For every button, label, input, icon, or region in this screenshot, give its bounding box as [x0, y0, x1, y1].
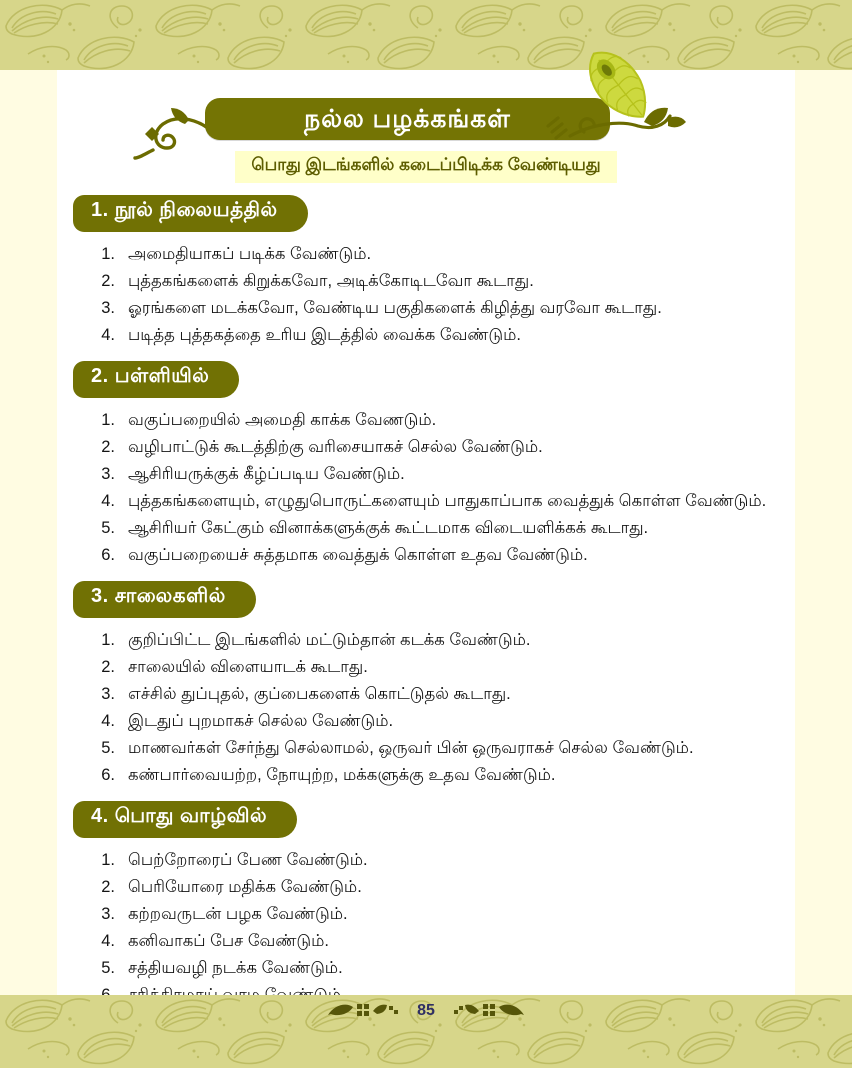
page-title: நல்ல பழக்கங்கள்: [205, 98, 610, 140]
page-number: 85: [417, 1002, 435, 1019]
leaf-vine-pattern-icon: [0, 0, 852, 70]
section-heading: 3. சாலைகளில்: [73, 581, 256, 618]
list-item-text: பெரியோரை மதிக்க வேண்டும்.: [128, 878, 362, 896]
list-item-number: 4.: [101, 326, 115, 344]
list-item: [85, 901, 795, 928]
list-item-number: 4.: [101, 492, 115, 510]
list-item-number: 1.: [101, 411, 115, 429]
list-item-text: ஓரங்களை மடக்கவோ, வேண்டிய பகுதிகளைக் கிழித்து வரவோ கூடாது.: [128, 299, 662, 317]
list-item-number: 3.: [101, 299, 115, 317]
list-item-text: எச்சில் துப்புதல், குப்பைகளைக் கொட்டுதல் கூடாது.: [128, 685, 511, 703]
list-item-text: பெற்றோரைப் பேண வேண்டும்.: [128, 851, 368, 869]
page-subtitle: பொது இடங்களில் கடைப்பிடிக்க வேண்டியது: [235, 151, 616, 183]
list-item-text: கற்றவருடன் பழக வேண்டும்.: [128, 905, 348, 923]
list-item-text: அமைதியாகப் படிக்க வேண்டும்.: [128, 245, 372, 263]
list-item-number: 5.: [101, 519, 115, 537]
scroll-ornament-icon: [327, 1002, 401, 1020]
list-item-number: 1.: [101, 245, 115, 263]
list-item: [85, 955, 795, 982]
section: [57, 801, 795, 1009]
list-item-number: 1.: [101, 851, 115, 869]
list-item-number: 5.: [101, 959, 115, 977]
peacock-feather-icon: [540, 40, 700, 150]
list-item: [85, 654, 795, 681]
top-border-band: [0, 0, 852, 70]
list-item-text: மாணவர்கள் சேர்ந்து செல்லாமல், ஒருவர் பின் ஒருவராகச் செல்ல வேண்டும்.: [128, 739, 694, 757]
list-item-text: ஆசிரியர் கேட்கும் வினாக்களுக்குக் கூட்டமாக விடையளிக்கக் கூடாது.: [128, 519, 649, 537]
bottom-border-band: [0, 995, 852, 1068]
list-item: [85, 241, 795, 268]
list-item-number: 5.: [101, 739, 115, 757]
section-item-list: [85, 407, 795, 569]
list-item: [85, 735, 795, 762]
list-item-number: 1.: [101, 631, 115, 649]
list-item-number: 3.: [101, 465, 115, 483]
list-item: [85, 847, 795, 874]
list-item-text: புத்தகங்களையும், எழுதுபொருட்களையும் பாதுகாப்பாக வைத்துக் கொள்ள வேண்டும்.: [128, 492, 767, 510]
title-row: [57, 98, 795, 142]
list-item: [85, 928, 795, 955]
list-item: [85, 295, 795, 322]
right-page-margin: [795, 70, 852, 995]
list-item-number: 3.: [101, 685, 115, 703]
list-item-text: குறிப்பிட்ட இடங்களில் மட்டும்தான் கடக்க வேண்டும்.: [128, 631, 531, 649]
list-item-number: 6.: [101, 766, 115, 784]
list-item-number: 2.: [101, 438, 115, 456]
list-item: [85, 874, 795, 901]
list-item: [85, 488, 795, 515]
section-item-list: [85, 847, 795, 1009]
sections: [57, 195, 795, 1009]
list-item-number: 2.: [101, 658, 115, 676]
list-item-text: புத்தகங்களைக் கிறுக்கவோ, அடிக்கோடிடவோ கூடாது.: [128, 272, 534, 290]
list-item-text: வகுப்பறையைச் சுத்தமாக வைத்துக் கொள்ள உதவ வேண்டும்.: [128, 546, 588, 564]
list-item-text: சத்தியவழி நடக்க வேண்டும்.: [128, 959, 343, 977]
list-item-number: 4.: [101, 932, 115, 950]
list-item: [85, 322, 795, 349]
list-item: [85, 708, 795, 735]
list-item-text: சாலையில் விளையாடக் கூடாது.: [128, 658, 368, 676]
list-item: [85, 407, 795, 434]
scroll-ornament-icon: [451, 1002, 525, 1020]
section: [57, 361, 795, 569]
list-item: [85, 627, 795, 654]
section-heading: 4. பொது வாழ்வில்: [73, 801, 297, 838]
list-item: [85, 515, 795, 542]
section-heading: 1. நூல் நிலையத்தில்: [73, 195, 308, 232]
list-item-text: கனிவாகப் பேச வேண்டும்.: [128, 932, 329, 950]
section: [57, 195, 795, 349]
list-item-text: வகுப்பறையில் அமைதி காக்க வேணடும்.: [128, 411, 437, 429]
list-item: [85, 542, 795, 569]
list-item-number: 2.: [101, 878, 115, 896]
list-item-text: இடதுப் புறமாகச் செல்ல வேண்டும்.: [128, 712, 394, 730]
list-item-text: வழிபாட்டுக் கூடத்திற்கு வரிசையாகச் செல்ல வேண்டும்.: [128, 438, 543, 456]
list-item-text: கண்பார்வையற்ற, நோயுற்ற, மக்களுக்கு உதவ வேண்டும்.: [128, 766, 556, 784]
section-item-list: [85, 627, 795, 789]
section-heading: 2. பள்ளியில்: [73, 361, 239, 398]
section: [57, 581, 795, 789]
left-page-margin: [0, 70, 57, 995]
list-item-number: 3.: [101, 905, 115, 923]
footer: [0, 1002, 852, 1020]
list-item-text: ஆசிரியருக்குக் கீழ்ப்படிய வேண்டும்.: [128, 465, 405, 483]
list-item-number: 6.: [101, 546, 115, 564]
list-item: [85, 762, 795, 789]
list-item: [85, 434, 795, 461]
list-item: [85, 461, 795, 488]
list-item-number: 2.: [101, 272, 115, 290]
list-item-text: படித்த புத்தகத்தை உரிய இடத்தில் வைக்க வேண்டும்.: [128, 326, 522, 344]
content-area: [57, 70, 795, 995]
section-item-list: [85, 241, 795, 349]
list-item: [85, 681, 795, 708]
list-item-number: 4.: [101, 712, 115, 730]
list-item: [85, 268, 795, 295]
